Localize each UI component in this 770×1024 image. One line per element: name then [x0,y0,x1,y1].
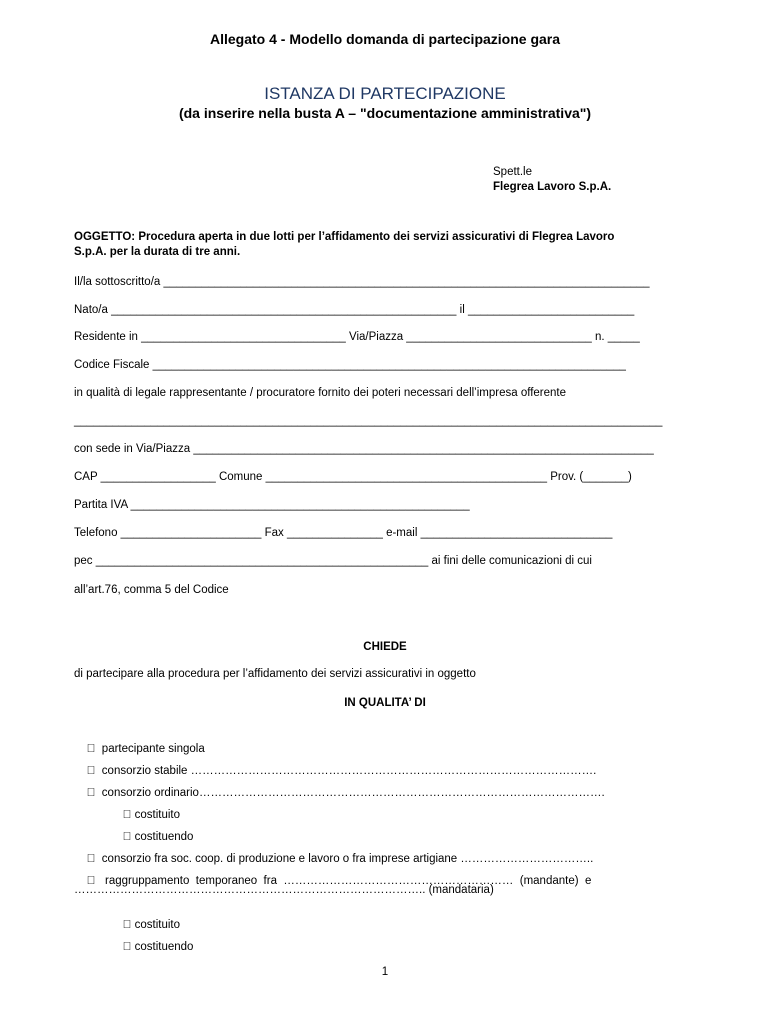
pec-field[interactable]: pec ____________________________________________________ ai fini delle comunicazioni di cui [74,555,592,567]
checkbox-icon[interactable] [86,853,90,865]
checkbox-icon[interactable] [86,743,90,755]
subject-line-1: OGGETTO: Procedura aperta in due lotti per l’affidamento dei servizi assicurativi di Flegrea Lavoro [74,231,615,243]
signer-field[interactable]: Il/la sottoscritto/a ____________________________________________________________________________ [74,276,650,288]
option-label: consorzio fra soc. coop. di produzione e lavoro o fra imprese artigiane …………………………….. [96,853,588,865]
option-label: consorzio ordinario……………………………………………………………………………………………. [96,787,600,799]
page-number: 1 [381,966,389,978]
checkbox-icon[interactable] [86,787,90,799]
grouping-mandataria-line[interactable]: ……………………………………………………………………………….. (mandataria) [74,884,494,896]
checkbox-icon[interactable] [122,919,126,931]
option-label: costituendo [129,831,189,843]
option-label: costituendo [129,941,189,953]
role-heading: IN QUALITA’ DI [344,697,426,709]
checkbox-icon[interactable] [122,941,126,953]
document-title: ISTANZA DI PARTECIPAZIONE [264,84,506,103]
tax-code-field[interactable]: Codice Fiscale __________________________________________________________________________ [74,359,626,371]
vat-field[interactable]: Partita IVA _____________________________________________________ [74,499,470,511]
checkbox-icon[interactable] [86,875,90,887]
capacity-text: in qualità di legale rappresentante / procuratore fornito dei poteri necessari dell’impresa offerente [74,387,567,399]
request-text: di partecipare alla procedura per l’affidamento dei servizi assicurativi in oggetto [74,668,476,680]
option-label: partecipante singola [96,743,200,755]
cap-city-field[interactable]: CAP __________________ Comune ____________________________________________ Prov. (_______) [74,471,632,483]
company-seat-field[interactable]: con sede in Via/Piazza ________________________________________________________________________ [74,443,654,455]
option-label: consorzio stabile ……………………………………………………………………………………………. [96,765,591,777]
checkbox-icon[interactable] [122,831,126,843]
option-label: raggruppamento temporaneo fra …………………………………………………… (mandante) e [99,875,586,887]
request-heading: CHIEDE [363,641,407,653]
checkbox-icon[interactable] [86,765,90,777]
birth-field[interactable]: Nato/a ______________________________________________________ il __________________________ [74,304,635,316]
option-label: costituito [129,809,175,821]
subject-block [74,230,696,260]
subject-line-2: S.p.A. per la durata di tre anni. [74,246,241,258]
checkbox-icon[interactable] [122,809,126,821]
annex-heading: Allegato 4 - Modello domanda di partecipazione gara [209,31,561,47]
option-grouping-constituting[interactable] [110,929,193,965]
recipient-salutation: Spett.le [493,166,532,178]
option-label: costituito [129,919,175,931]
pec-note: all’art.76, comma 5 del Codice [74,584,229,596]
document-subtitle: (da inserire nella busta A – "documentazione amministrativa") [178,105,592,121]
company-name-field[interactable]: ____________________________________________________________________________________________ [74,415,663,427]
residence-field[interactable]: Residente in ________________________________ Via/Piazza _____________________________ n. _____ [74,331,640,343]
contact-fields[interactable]: Telefono ______________________ Fax _______________ e-mail ______________________________ [74,527,613,539]
recipient-name: Flegrea Lavoro S.p.A. [493,181,612,193]
